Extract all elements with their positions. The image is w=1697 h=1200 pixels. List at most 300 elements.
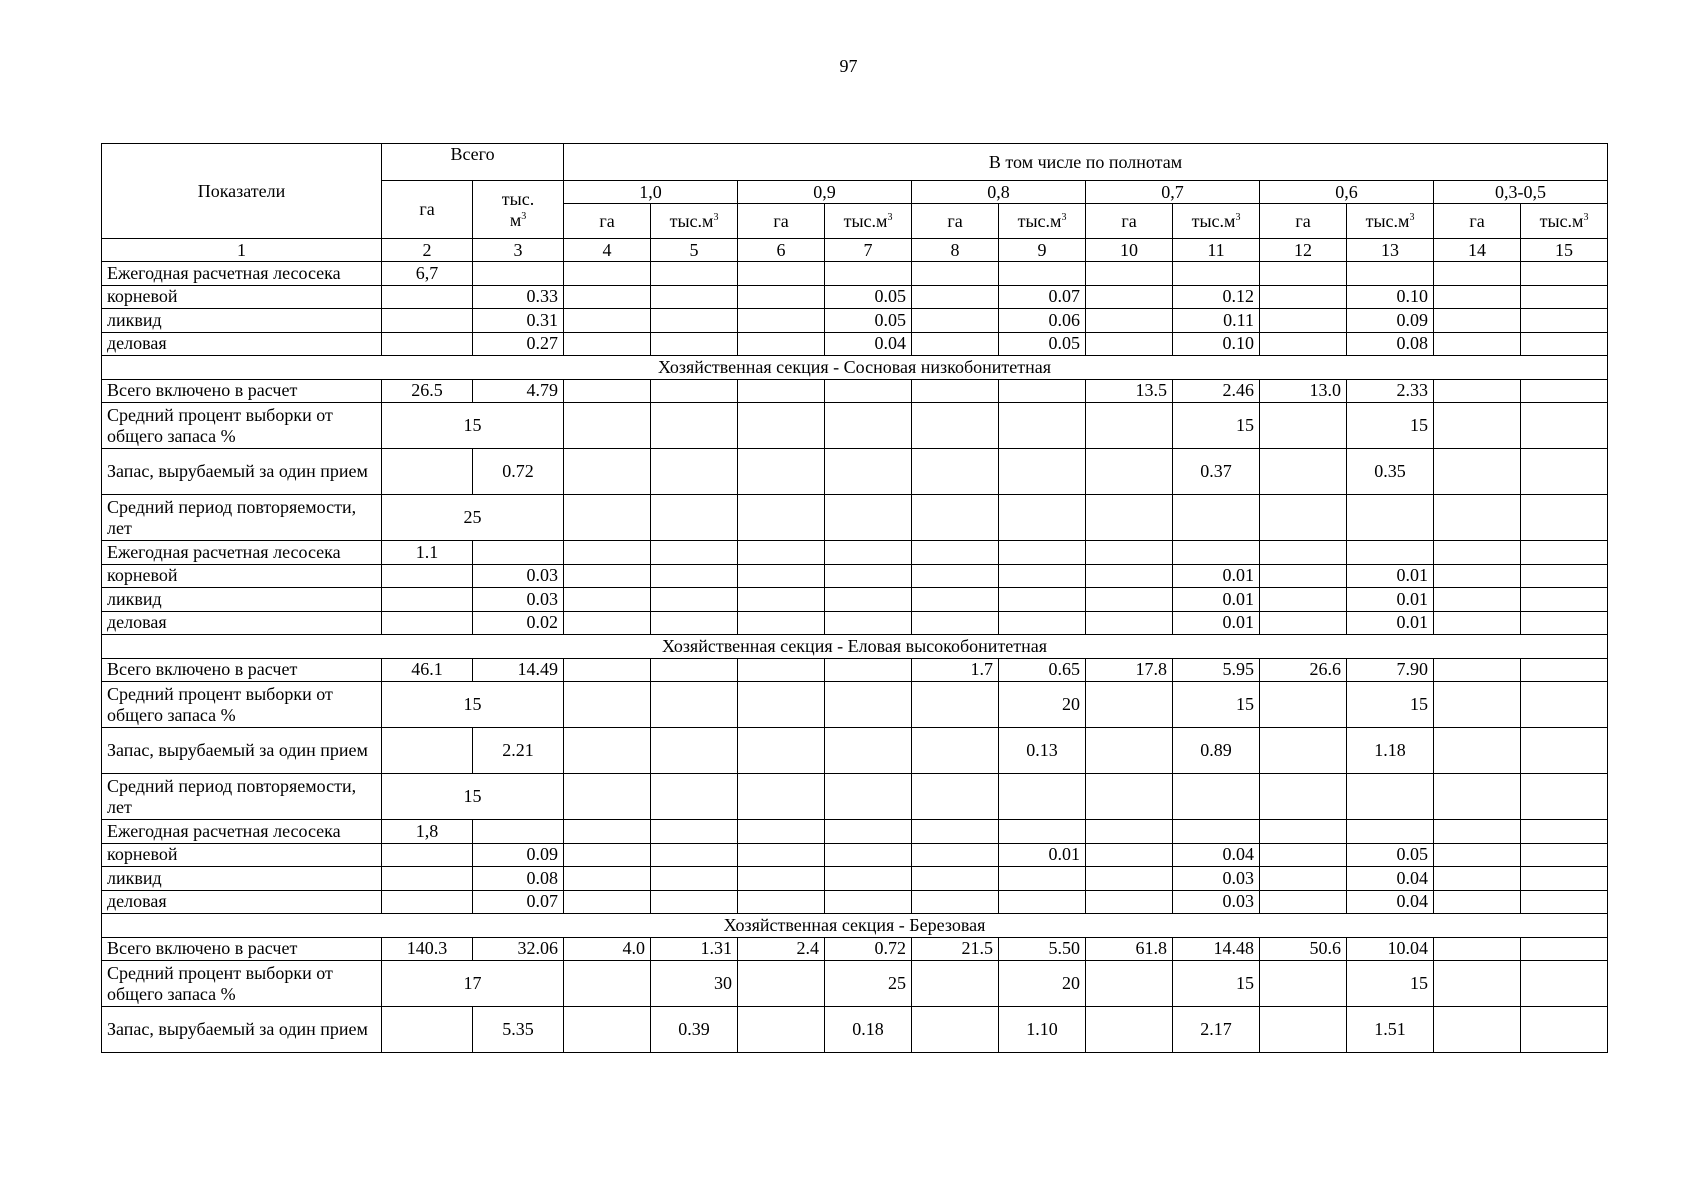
table-row <box>102 332 1608 356</box>
table-cell <box>1434 682 1521 728</box>
table-cell <box>1521 588 1608 612</box>
table-cell <box>825 588 912 612</box>
header-density: 1,0 <box>564 181 738 204</box>
table-cell: 0.03 <box>473 564 564 588</box>
table-cell <box>1521 332 1608 356</box>
table-cell <box>999 262 1086 286</box>
section-header-row <box>102 914 1608 938</box>
table-cell <box>564 379 651 403</box>
table-cell <box>999 774 1086 820</box>
table-cell <box>738 285 825 309</box>
table-cell: 0.07 <box>473 890 564 914</box>
table-cell: 20 <box>999 682 1086 728</box>
row-label: Ежегодная расчетная лесосека <box>102 820 382 844</box>
table-cell <box>825 495 912 541</box>
table-cell <box>912 588 999 612</box>
table-cell <box>1434 541 1521 565</box>
table-cell <box>382 890 473 914</box>
table-cell <box>1521 564 1608 588</box>
column-number: 8 <box>912 239 999 262</box>
table-cell <box>651 728 738 774</box>
table-cell <box>1173 541 1260 565</box>
table-cell: 13.5 <box>1086 379 1173 403</box>
header-total: Всего <box>382 144 564 181</box>
section-header-row <box>102 635 1608 659</box>
table-cell: 0.02 <box>473 611 564 635</box>
table-cell: 0.01 <box>1173 611 1260 635</box>
table-cell <box>912 728 999 774</box>
table-cell <box>999 541 1086 565</box>
table-cell: 14.49 <box>473 658 564 682</box>
table-cell <box>825 564 912 588</box>
table-cell <box>999 867 1086 891</box>
table-cell <box>1347 820 1434 844</box>
table-cell <box>1434 774 1521 820</box>
table-cell <box>1260 867 1347 891</box>
table-cell: 50.6 <box>1260 937 1347 961</box>
header-unit-volume: $тыс.м^3$ <box>651 204 738 239</box>
table-cell: 15 <box>382 774 564 820</box>
table-cell <box>1434 937 1521 961</box>
table-row <box>102 961 1608 1007</box>
table-cell <box>382 332 473 356</box>
table-cell: 0.10 <box>1347 285 1434 309</box>
table-cell <box>1086 774 1173 820</box>
table-cell <box>1434 449 1521 495</box>
column-number-row <box>102 239 1608 262</box>
table-cell: 15 <box>1173 682 1260 728</box>
table-cell <box>1260 285 1347 309</box>
row-label: Средний процент выборки от общего запаса % <box>102 682 382 728</box>
table-cell <box>651 564 738 588</box>
table-cell <box>1521 728 1608 774</box>
table-cell: 32.06 <box>473 937 564 961</box>
table-cell: 1.10 <box>999 1007 1086 1053</box>
table-cell: 30 <box>651 961 738 1007</box>
table-cell <box>912 843 999 867</box>
column-number: 12 <box>1260 239 1347 262</box>
table-cell <box>1260 541 1347 565</box>
table-cell: 140.3 <box>382 937 473 961</box>
table-cell: 0.01 <box>1173 588 1260 612</box>
table-cell <box>1521 820 1608 844</box>
column-number: 3 <box>473 239 564 262</box>
table-cell: 0.01 <box>1347 588 1434 612</box>
table-cell <box>912 403 999 449</box>
header-unit-ha: га <box>1434 204 1521 239</box>
header-density: 0,7 <box>1086 181 1260 204</box>
table-row <box>102 682 1608 728</box>
table-cell <box>1521 867 1608 891</box>
table-cell <box>738 611 825 635</box>
table-cell <box>564 403 651 449</box>
table-row <box>102 379 1608 403</box>
forest-calculation-table <box>101 143 1608 1053</box>
header-unit-volume: $тыс.м^3$ <box>1173 204 1260 239</box>
section-title: Хозяйственная секция - Еловая высокобонитетная <box>102 635 1608 659</box>
table-cell <box>1521 495 1608 541</box>
row-label: Запас, вырубаемый за один прием <box>102 449 382 495</box>
table-cell <box>1347 262 1434 286</box>
table-cell <box>1086 682 1173 728</box>
column-number: 10 <box>1086 239 1173 262</box>
column-number: 7 <box>825 239 912 262</box>
table-cell <box>738 564 825 588</box>
table-cell <box>999 890 1086 914</box>
table-cell <box>1260 1007 1347 1053</box>
table-cell <box>912 379 999 403</box>
table-cell <box>912 961 999 1007</box>
table-cell <box>912 564 999 588</box>
table-cell <box>738 541 825 565</box>
table-cell <box>825 379 912 403</box>
table-cell <box>1260 309 1347 333</box>
table-cell <box>912 774 999 820</box>
table-cell <box>564 890 651 914</box>
row-label: ликвид <box>102 588 382 612</box>
table-row <box>102 309 1608 333</box>
table-cell: 2.33 <box>1347 379 1434 403</box>
table-cell: 15 <box>1347 403 1434 449</box>
table-cell: 15 <box>1347 682 1434 728</box>
table-cell <box>564 611 651 635</box>
table-cell <box>1434 658 1521 682</box>
table-cell: 0.39 <box>651 1007 738 1053</box>
page-number: 97 <box>839 56 858 76</box>
row-label: корневой <box>102 285 382 309</box>
table-cell <box>1434 564 1521 588</box>
table-cell: 4.0 <box>564 937 651 961</box>
table-cell <box>999 379 1086 403</box>
table-cell <box>1086 332 1173 356</box>
table-cell <box>738 890 825 914</box>
table-cell: 15 <box>1173 403 1260 449</box>
table-cell: 0.08 <box>1347 332 1434 356</box>
row-label: ликвид <box>102 867 382 891</box>
table-cell <box>564 658 651 682</box>
table-cell: 0.05 <box>825 309 912 333</box>
table-cell <box>651 541 738 565</box>
table-cell <box>1347 774 1434 820</box>
table-cell <box>651 403 738 449</box>
table-cell <box>738 867 825 891</box>
row-label: деловая <box>102 332 382 356</box>
table-cell <box>382 611 473 635</box>
table-cell <box>738 262 825 286</box>
row-label: ликвид <box>102 309 382 333</box>
table-cell <box>473 820 564 844</box>
table-cell <box>382 285 473 309</box>
column-number: 5 <box>651 239 738 262</box>
table-cell <box>1434 820 1521 844</box>
table-cell <box>382 1007 473 1053</box>
table-cell <box>1260 820 1347 844</box>
table-header <box>102 144 1608 262</box>
table-cell: 5.95 <box>1173 658 1260 682</box>
table-cell: 0.04 <box>1347 890 1434 914</box>
table-row <box>102 541 1608 565</box>
header-density: 0,6 <box>1260 181 1434 204</box>
table-cell <box>651 309 738 333</box>
row-label: Средний процент выборки от общего запаса % <box>102 403 382 449</box>
table-cell <box>912 682 999 728</box>
table-cell: 0.35 <box>1347 449 1434 495</box>
table-cell: 1.7 <box>912 658 999 682</box>
table-cell <box>382 843 473 867</box>
table-cell <box>564 820 651 844</box>
table-cell <box>999 564 1086 588</box>
table-cell <box>651 588 738 612</box>
column-number: 14 <box>1434 239 1521 262</box>
table-cell <box>738 682 825 728</box>
row-label: Средний процент выборки от общего запаса % <box>102 961 382 1007</box>
table-cell <box>1521 611 1608 635</box>
table-cell <box>651 611 738 635</box>
table-cell: 0.05 <box>999 332 1086 356</box>
table-cell <box>1434 843 1521 867</box>
table-cell <box>912 309 999 333</box>
table-cell: 1.31 <box>651 937 738 961</box>
table-cell <box>1086 728 1173 774</box>
header-unit-ha: га <box>738 204 825 239</box>
table-cell <box>825 820 912 844</box>
table-row <box>102 495 1608 541</box>
table-cell <box>825 658 912 682</box>
table-cell <box>1086 843 1173 867</box>
table-row <box>102 449 1608 495</box>
table-cell <box>1173 820 1260 844</box>
header-density: 0,8 <box>912 181 1086 204</box>
table-cell <box>1521 1007 1608 1053</box>
row-label: Запас, вырубаемый за один прием <box>102 1007 382 1053</box>
table-cell: 4.79 <box>473 379 564 403</box>
table-cell <box>738 332 825 356</box>
table-cell <box>1086 403 1173 449</box>
table-cell <box>912 285 999 309</box>
table-cell <box>1260 682 1347 728</box>
table-cell <box>738 843 825 867</box>
table-cell <box>1086 890 1173 914</box>
table-cell <box>912 1007 999 1053</box>
table-row <box>102 658 1608 682</box>
table-cell: 0.27 <box>473 332 564 356</box>
table-cell <box>1086 262 1173 286</box>
table-cell <box>1347 495 1434 541</box>
table-cell: 21.5 <box>912 937 999 961</box>
table-cell <box>651 332 738 356</box>
table-cell <box>1260 611 1347 635</box>
table-cell <box>912 820 999 844</box>
table-cell <box>825 541 912 565</box>
table-cell <box>1434 403 1521 449</box>
table-cell: 7.90 <box>1347 658 1434 682</box>
table-cell <box>564 495 651 541</box>
table-cell: 26.6 <box>1260 658 1347 682</box>
table-cell <box>1086 961 1173 1007</box>
table-cell <box>1434 728 1521 774</box>
table-cell: 0.01 <box>1347 611 1434 635</box>
table-cell <box>564 541 651 565</box>
header-unit-ha: га <box>1086 204 1173 239</box>
table-cell <box>1434 332 1521 356</box>
table-cell: 0.05 <box>825 285 912 309</box>
table-cell <box>738 379 825 403</box>
section-title: Хозяйственная секция - Сосновая низкобонитетная <box>102 356 1608 380</box>
table-cell <box>564 588 651 612</box>
row-label: Средний период повторяемости, лет <box>102 495 382 541</box>
table-cell: 15 <box>1173 961 1260 1007</box>
table-cell <box>1434 309 1521 333</box>
table-cell <box>825 728 912 774</box>
table-cell <box>1260 449 1347 495</box>
row-label: деловая <box>102 890 382 914</box>
header-unit-volume: $тыс.м^3$ <box>999 204 1086 239</box>
table-cell: 0.12 <box>1173 285 1260 309</box>
table-cell <box>1260 332 1347 356</box>
table-cell <box>1521 379 1608 403</box>
table-cell <box>1173 495 1260 541</box>
table-cell <box>1086 541 1173 565</box>
table-cell: 1,8 <box>382 820 473 844</box>
table-cell: 2.46 <box>1173 379 1260 403</box>
table-cell <box>1347 541 1434 565</box>
table-cell <box>912 611 999 635</box>
table-cell <box>912 332 999 356</box>
table-row <box>102 262 1608 286</box>
table-cell <box>825 867 912 891</box>
table-cell <box>825 262 912 286</box>
table-cell <box>999 820 1086 844</box>
table-cell: 0.13 <box>999 728 1086 774</box>
table-cell <box>738 1007 825 1053</box>
table-cell: 0.31 <box>473 309 564 333</box>
table-cell <box>564 1007 651 1053</box>
header-unit-ha: га <box>564 204 651 239</box>
table-cell <box>651 820 738 844</box>
table-cell <box>912 890 999 914</box>
table-cell: 0.06 <box>999 309 1086 333</box>
table-row <box>102 285 1608 309</box>
table-cell <box>1086 495 1173 541</box>
row-label: Ежегодная расчетная лесосека <box>102 262 382 286</box>
column-number: 6 <box>738 239 825 262</box>
table-cell <box>564 332 651 356</box>
table-cell: 2.17 <box>1173 1007 1260 1053</box>
table-cell <box>912 262 999 286</box>
table-cell: 15 <box>382 403 564 449</box>
table-cell <box>651 867 738 891</box>
table-cell <box>1521 774 1608 820</box>
table-cell <box>999 611 1086 635</box>
table-cell: 13.0 <box>1260 379 1347 403</box>
table-cell <box>1521 285 1608 309</box>
table-cell <box>1260 564 1347 588</box>
table-cell <box>1434 867 1521 891</box>
table-cell: 0.72 <box>825 937 912 961</box>
table-cell: 0.05 <box>1347 843 1434 867</box>
table-cell: 0.18 <box>825 1007 912 1053</box>
table-cell <box>1434 495 1521 541</box>
table-cell <box>1173 262 1260 286</box>
table-cell <box>564 774 651 820</box>
table-cell <box>1521 658 1608 682</box>
table-cell: 17.8 <box>1086 658 1173 682</box>
column-number: 13 <box>1347 239 1434 262</box>
table-cell: 6,7 <box>382 262 473 286</box>
row-label: деловая <box>102 611 382 635</box>
table-cell <box>1521 309 1608 333</box>
table-cell <box>564 285 651 309</box>
table-cell <box>1434 961 1521 1007</box>
section-header-row <box>102 356 1608 380</box>
table-cell: 0.01 <box>1173 564 1260 588</box>
table-cell <box>1086 867 1173 891</box>
table-cell <box>1260 961 1347 1007</box>
table-cell <box>738 588 825 612</box>
table-cell: 46.1 <box>382 658 473 682</box>
table-cell <box>564 961 651 1007</box>
table-cell <box>564 728 651 774</box>
table-cell <box>651 843 738 867</box>
table-cell <box>1260 843 1347 867</box>
table-cell: 0.04 <box>825 332 912 356</box>
table-cell <box>825 843 912 867</box>
table-cell <box>651 495 738 541</box>
table-cell <box>651 682 738 728</box>
table-cell: 61.8 <box>1086 937 1173 961</box>
table-cell <box>825 774 912 820</box>
table-row <box>102 728 1608 774</box>
table-cell <box>1086 1007 1173 1053</box>
table-cell: 20 <box>999 961 1086 1007</box>
table-cell: 0.01 <box>999 843 1086 867</box>
table-cell <box>382 728 473 774</box>
column-number: 11 <box>1173 239 1260 262</box>
table-cell: 1.51 <box>1347 1007 1434 1053</box>
header-unit-volume: $тыс.м^3$ <box>1347 204 1434 239</box>
table-cell <box>1521 682 1608 728</box>
table-cell: 0.37 <box>1173 449 1260 495</box>
table-cell <box>564 564 651 588</box>
table-cell: 0.89 <box>1173 728 1260 774</box>
table-cell <box>1434 1007 1521 1053</box>
row-label: Всего включено в расчет <box>102 658 382 682</box>
table-cell: 0.03 <box>473 588 564 612</box>
table-row <box>102 403 1608 449</box>
header-total-volume: тыс. $м^3$ <box>473 181 564 239</box>
table-cell: 17 <box>382 961 564 1007</box>
table-cell: 2.4 <box>738 937 825 961</box>
table-cell <box>738 309 825 333</box>
table-cell <box>912 867 999 891</box>
table-cell: 0.09 <box>1347 309 1434 333</box>
table-cell <box>1521 890 1608 914</box>
table-cell <box>738 774 825 820</box>
row-label: корневой <box>102 564 382 588</box>
table-cell <box>564 867 651 891</box>
table-cell: 0.03 <box>1173 867 1260 891</box>
table-cell <box>1173 774 1260 820</box>
header-unit-ha: га <box>1260 204 1347 239</box>
table-body <box>102 262 1608 1053</box>
table-cell <box>1260 890 1347 914</box>
table-cell <box>651 379 738 403</box>
header-unit-volume: $тыс.м^3$ <box>825 204 912 239</box>
table-row <box>102 890 1608 914</box>
table-cell <box>999 495 1086 541</box>
table-row <box>102 820 1608 844</box>
table-cell <box>1434 890 1521 914</box>
